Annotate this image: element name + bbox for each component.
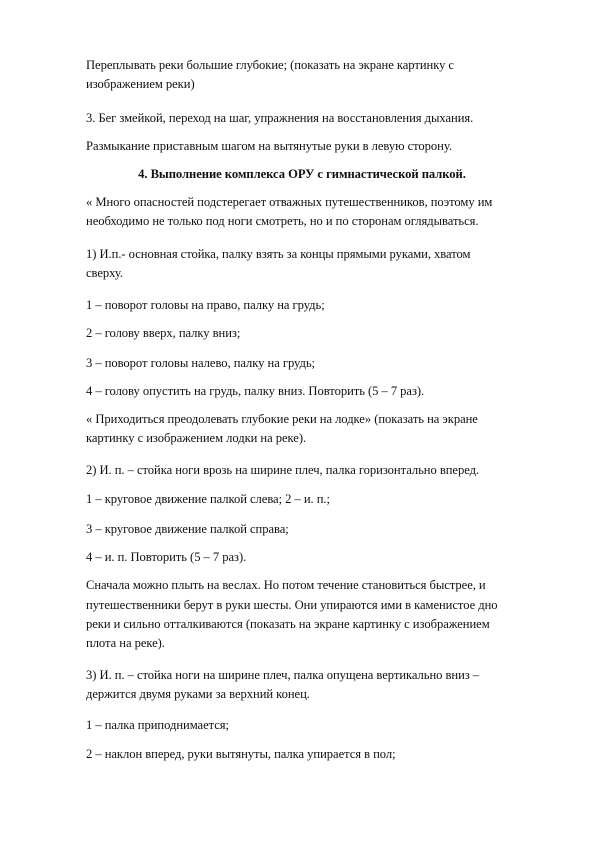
text-line: « Приходиться преодолевать глубокие реки на лодке» (показать на экране (86, 412, 478, 426)
text-line: путешественники берут в руки шесты. Они упираются ими в каменистое дно (86, 598, 498, 612)
text-line: картинку с изображением лодки на реке). (86, 431, 307, 445)
text-line: 1) И.п.- основная стойка, палку взять за концы прямыми руками, хватом (86, 247, 471, 261)
text-line: Сначала можно плыть на веслах. Но потом течение становиться быстрее, и (86, 578, 486, 592)
text-line: Переплывать реки большие глубокие; (показать на экране картинку с (86, 58, 454, 72)
list-item: 4 – голову опустить на грудь, палку вниз. Повторить (5 – 7 раз). (86, 384, 425, 398)
text-line: держится двумя руками за верхний конец. (86, 687, 310, 701)
text-line: 3) И. п. – стойка ноги на ширине плеч, палка опущена вертикально вниз – (86, 668, 480, 682)
text-line: 3. Бег змейкой, переход на шаг, упражнения на восстановления дыхания. (86, 111, 474, 125)
list-item: 3 – поворот головы налево, палку на грудь; (86, 356, 315, 370)
text-line: изображением реки) (86, 77, 195, 91)
list-item: 1 – поворот головы на право, палку на грудь; (86, 298, 325, 312)
text-line: необходимо не только под ноги смотреть, но и по сторонам оглядываться. (86, 214, 479, 228)
list-item: 2 – голову вверх, палку вниз; (86, 326, 241, 340)
text-line: плота на реке). (86, 636, 165, 650)
text-line: « Много опасностей подстерегает отважных путешественников, поэтому им (86, 195, 493, 209)
list-item: 4 – и. п. Повторить (5 – 7 раз). (86, 550, 247, 564)
section-heading: 4. Выполнение комплекса ОРУ с гимнастической палкой. (138, 167, 466, 181)
text-line: Размыкание приставным шагом на вытянутые руки в левую сторону. (86, 139, 452, 153)
text-line: сверху. (86, 266, 123, 280)
text-line: 2) И. п. – стойка ноги врозь на ширине плеч, палка горизонтально вперед. (86, 463, 480, 477)
list-item: 1 – круговое движение палкой слева; 2 – и. п.; (86, 492, 330, 506)
list-item: 2 – наклон вперед, руки вытянуты, палка упирается в пол; (86, 747, 396, 761)
list-item: 1 – палка приподнимается; (86, 718, 229, 732)
list-item: 3 – круговое движение палкой справа; (86, 522, 289, 536)
text-line: реки и сильно отталкиваются (показать на экране картинку с изображением (86, 617, 490, 631)
